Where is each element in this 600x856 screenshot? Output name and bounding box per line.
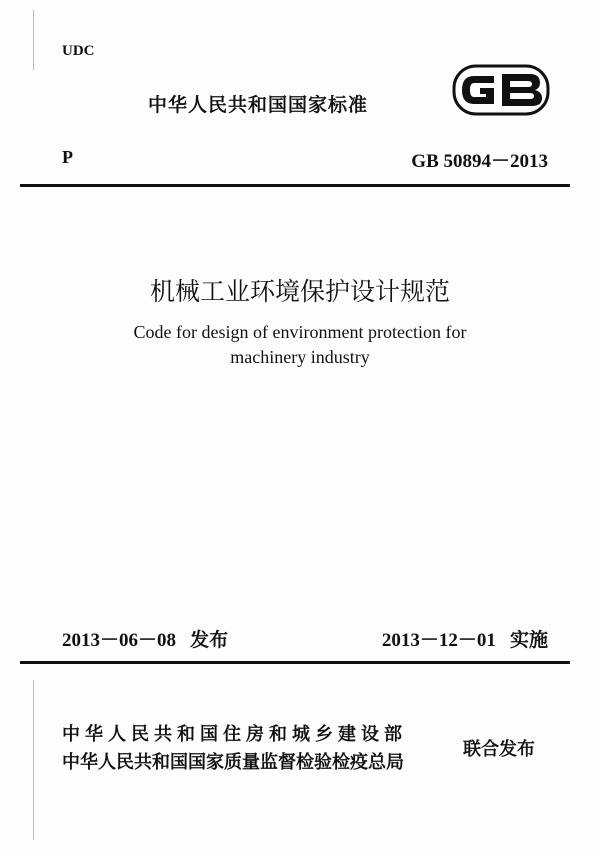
title-english-line1: Code for design of environment protection for	[133, 322, 467, 342]
udc-label: UDC	[62, 43, 95, 59]
title-chinese: 机械工业环境保护设计规范	[149, 277, 450, 306]
issue-date-block	[62, 625, 228, 652]
standard-type: 中华人民共和国国家标准	[148, 94, 369, 116]
footer-divider	[20, 661, 570, 664]
standard-number: GB 50894－2013	[411, 151, 548, 172]
effective-label: 实施	[509, 629, 548, 651]
scan-artifact	[33, 10, 34, 70]
header-divider	[20, 184, 570, 187]
scan-artifact	[33, 680, 34, 840]
title-english-line2: machinery industry	[230, 347, 370, 367]
issue-date: 2013－06－08	[62, 630, 177, 651]
issue-label: 发布	[190, 629, 229, 651]
effective-date: 2013－12－01	[381, 630, 496, 651]
classification-code: P	[62, 147, 73, 167]
joint-issue-label: 联合发布	[463, 739, 535, 760]
issuer-1: 中华人民共和国住房和城乡建设部	[62, 724, 407, 745]
gb-logo	[452, 64, 550, 116]
issuer-2: 中华人民共和国国家质量监督检验检疫总局	[62, 752, 404, 773]
effective-date-block	[382, 625, 548, 652]
